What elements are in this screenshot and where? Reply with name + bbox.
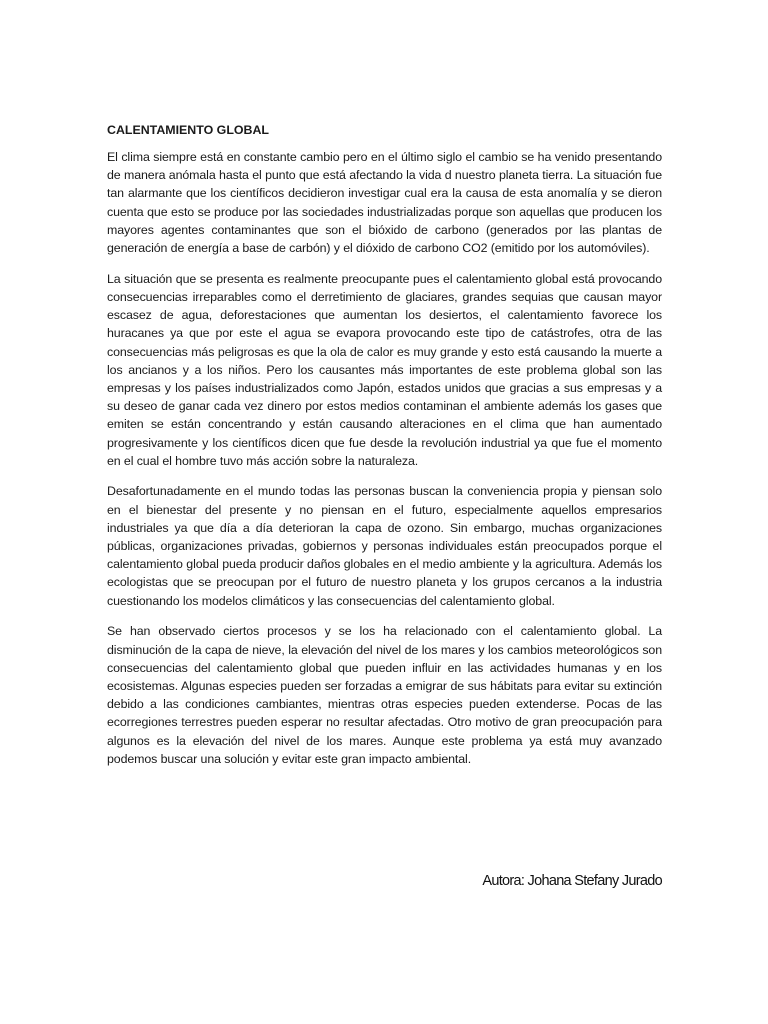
author-signature: Autora: Johana Stefany Jurado	[482, 873, 662, 889]
paragraph-3: Desafortunadamente en el mundo todas las personas buscan la conveniencia propia y piensan solo en el bienestar del presente y no piensan en el futuro, especialmente aquellos empresarios industriales ya que día a día deterioran la capa de ozono. Sin embargo, muchas organizaciones públicas, organizaciones privadas, gobiernos y personas individuales están preocupados porque el calentamiento global pueda producir daños globales en el medio ambiente y la agricultura. Además los ecologistas que se preocupan por el futuro de nuestro planeta y los grupos cercanos a la industria cuestionando los modelos climáticos y las consecuencias del calentamiento global.	[107, 484, 662, 608]
paragraph-2: La situación que se presenta es realmente preocupante pues el calentamiento global está provocando consecuencias irreparables como el derretimiento de glaciares, grandes sequias que causan mayor escasez de agua, deforestaciones que aumentan los desiertos, el calentamiento favorece los huracanes ya que por este el agua se evapora provocando este tipo de catástrofes, otra de las consecuencias más peligrosas es que la ola de calor es muy grande y esto está causando la muerte a los ancianos y a los niños. Pero los causantes más importantes de este problema global son las empresas y los países industrializados como Japón, estados unidos que gracias a sus empresas y a su deseo de ganar cada vez dinero por estos medios contaminan el ambiente además los gases que emiten se están concentrando y están causando alteraciones en el clima que han aumentado progresivamente y los científicos dicen que fue desde la revolución industrial ya que fue el momento en el cual el hombre tuvo más acción sobre la naturaleza.	[107, 271, 662, 468]
document-title: CALENTAMIENTO GLOBAL	[107, 123, 269, 137]
paragraph-4: Se han observado ciertos procesos y se los ha relacionado con el calentamiento global. La disminución de la capa de nieve, la elevación del nivel de los mares y los cambios meteorológicos son consecuencias del calentamiento global que pueden influir en las actividades humanas y en los ecosistemas. Algunas especies pueden ser forzadas a emigrar de sus hábitats para evitar su extinción debido a las condiciones cambiantes, mientras otras especies pueden extenderse. Pocas de las ecorregiones terrestres pueden esperar no resultar afectadas. Otro motivo de gran preocupación para algunos es la elevación del nivel de los mares. Aunque este problema ya está muy avanzado podemos buscar una solución y evitar este gran impacto ambiental.	[107, 624, 662, 766]
paragraph-1: El clima siempre está en constante cambio pero en el último siglo el cambio se ha venido presentando de manera anómala hasta el punto que está afectando la vida d nuestro planeta tierra. La situación fue tan alarmante que los científicos decidieron investigar cual era la causa de esta anomalía y se dieron cuenta que esto se produce por las sociedades industrializadas porque son aquellas que producen los mayores agentes contaminantes que son el bióxido de carbono (generados por las plantas de generación de energía a base de carbón) y el dióxido de carbono CO2 (emitido por los automóviles).	[107, 150, 662, 256]
document-body	[107, 121, 662, 781]
